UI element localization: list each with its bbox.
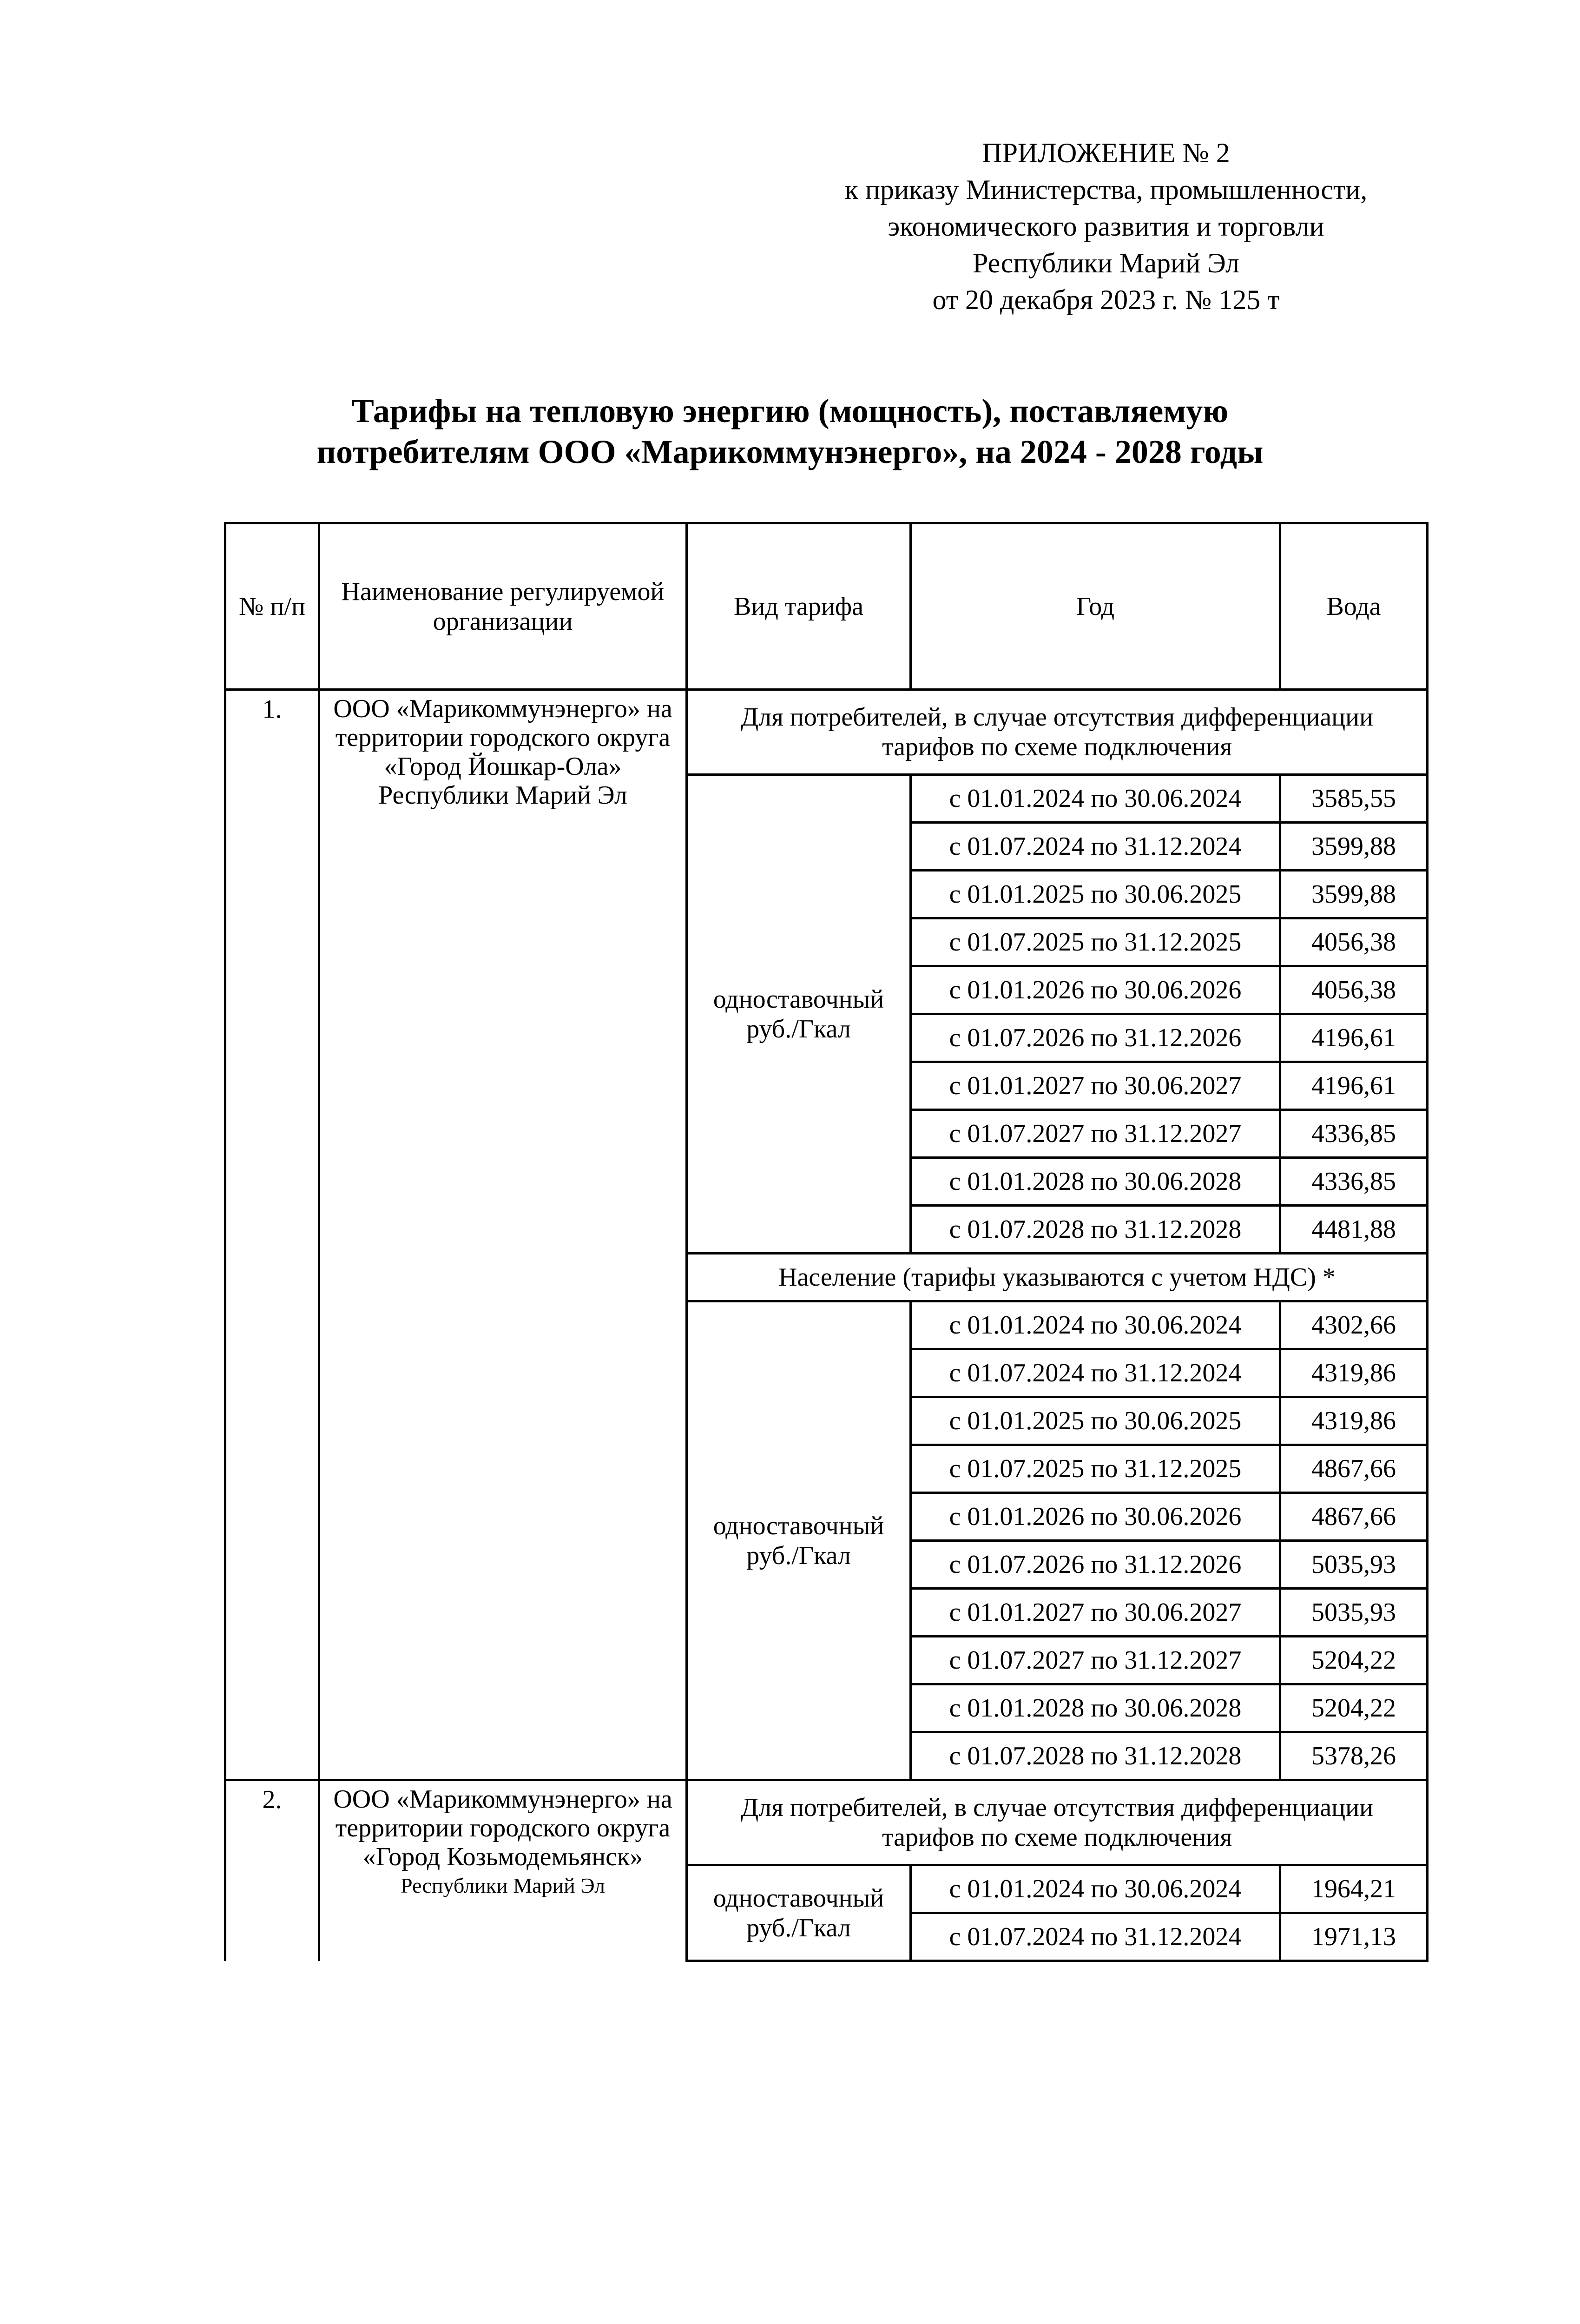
org-name bbox=[319, 1780, 687, 1961]
appendix-ministry-line: экономического развития и торговли bbox=[888, 211, 1324, 242]
period-cell: с 01.07.2028 по 31.12.2028 bbox=[911, 1732, 1280, 1780]
period-cell: с 01.01.2025 по 30.06.2025 bbox=[911, 871, 1280, 918]
water-value-cell: 4336,85 bbox=[1280, 1110, 1428, 1158]
water-value-cell: 5204,22 bbox=[1280, 1684, 1428, 1732]
title-line-1: Тарифы на тепловую энергию (мощность), поставляемую bbox=[351, 392, 1229, 429]
tariff-type: одноставочный руб./Гкал bbox=[687, 1865, 911, 1961]
water-value-cell: 5035,93 bbox=[1280, 1541, 1428, 1589]
org-name-text: ООО «Марикоммунэнерго» на территории городского округа «Город Козьмодемьянск» bbox=[333, 1785, 672, 1871]
org-number: 2. bbox=[225, 1780, 319, 1961]
water-value-cell: 4481,88 bbox=[1280, 1206, 1428, 1254]
water-value-cell: 4056,38 bbox=[1280, 918, 1428, 966]
period-cell: с 01.01.2024 по 30.06.2024 bbox=[911, 1301, 1280, 1349]
water-value-cell: 5204,22 bbox=[1280, 1637, 1428, 1684]
period-cell: с 01.01.2027 по 30.06.2027 bbox=[911, 1062, 1280, 1110]
period-cell: с 01.07.2028 по 31.12.2028 bbox=[911, 1206, 1280, 1254]
water-value-cell: 4319,86 bbox=[1280, 1397, 1428, 1445]
appendix-order-line: к приказу Министерства, промышленности, bbox=[844, 174, 1368, 205]
appendix-header bbox=[790, 135, 1422, 318]
water-value-cell: 3599,88 bbox=[1280, 871, 1428, 918]
water-value-cell: 3599,88 bbox=[1280, 823, 1428, 871]
period-cell: с 01.07.2025 по 31.12.2025 bbox=[911, 1445, 1280, 1493]
period-cell: с 01.07.2024 по 31.12.2024 bbox=[911, 1349, 1280, 1397]
water-value-cell: 4336,85 bbox=[1280, 1158, 1428, 1206]
table-header-row bbox=[225, 523, 1428, 690]
document-title bbox=[139, 390, 1441, 472]
water-value-cell: 1964,21 bbox=[1280, 1865, 1428, 1913]
period-cell: с 01.07.2026 по 31.12.2026 bbox=[911, 1014, 1280, 1062]
water-value-cell: 1971,13 bbox=[1280, 1913, 1428, 1961]
period-cell: с 01.01.2025 по 30.06.2025 bbox=[911, 1397, 1280, 1445]
appendix-republic-line: Республики Марий Эл bbox=[973, 248, 1239, 278]
header-tariff-type: Вид тарифа bbox=[687, 523, 911, 690]
water-value-cell: 4319,86 bbox=[1280, 1349, 1428, 1397]
period-cell: с 01.07.2026 по 31.12.2026 bbox=[911, 1541, 1280, 1589]
period-cell: с 01.01.2028 по 30.06.2028 bbox=[911, 1158, 1280, 1206]
water-value-cell: 4056,38 bbox=[1280, 966, 1428, 1014]
water-value-cell: 4302,66 bbox=[1280, 1301, 1428, 1349]
water-value-cell: 3585,55 bbox=[1280, 775, 1428, 823]
table-body bbox=[225, 690, 1428, 1961]
header-num: № п/п bbox=[225, 523, 319, 690]
group-header-row bbox=[225, 690, 1428, 775]
period-cell: с 01.07.2025 по 31.12.2025 bbox=[911, 918, 1280, 966]
water-value-cell: 5035,93 bbox=[1280, 1589, 1428, 1637]
group-label: Для потребителей, в случае отсутствия дифференциации тарифов по схеме подключения bbox=[687, 690, 1428, 775]
period-cell: с 01.01.2026 по 30.06.2026 bbox=[911, 966, 1280, 1014]
header-year: Год bbox=[911, 523, 1280, 690]
period-cell: с 01.07.2024 по 31.12.2024 bbox=[911, 1913, 1280, 1961]
appendix-number: ПРИЛОЖЕНИЕ № 2 bbox=[982, 138, 1230, 168]
org-number: 1. bbox=[225, 690, 319, 1780]
header-org: Наименование регулируемой организации bbox=[319, 523, 687, 690]
water-value-cell: 4867,66 bbox=[1280, 1493, 1428, 1541]
water-value-cell: 5378,26 bbox=[1280, 1732, 1428, 1780]
org-name-region: Республики Марий Эл bbox=[400, 1874, 606, 1897]
tariff-type: одноставочный руб./Гкал bbox=[687, 775, 911, 1254]
appendix-date-line: от 20 декабря 2023 г. № 125 т bbox=[932, 284, 1280, 315]
period-cell: с 01.01.2024 по 30.06.2024 bbox=[911, 775, 1280, 823]
water-value-cell: 4196,61 bbox=[1280, 1062, 1428, 1110]
tariff-type: одноставочный руб./Гкал bbox=[687, 1301, 911, 1780]
org-name-text: ООО «Марикоммунэнерго» на территории городского округа «Город Йошкар-Ола» Республики Марий Эл bbox=[333, 694, 672, 810]
group-label: Население (тарифы указываются с учетом НДС) * bbox=[687, 1254, 1428, 1301]
water-value-cell: 4196,61 bbox=[1280, 1014, 1428, 1062]
period-cell: с 01.07.2027 по 31.12.2027 bbox=[911, 1110, 1280, 1158]
org-name bbox=[319, 690, 687, 1780]
tariff-table bbox=[224, 522, 1429, 1962]
water-value-cell: 4867,66 bbox=[1280, 1445, 1428, 1493]
period-cell: с 01.01.2028 по 30.06.2028 bbox=[911, 1684, 1280, 1732]
group-header-row bbox=[225, 1780, 1428, 1865]
header-water: Вода bbox=[1280, 523, 1428, 690]
period-cell: с 01.07.2024 по 31.12.2024 bbox=[911, 823, 1280, 871]
period-cell: с 01.01.2027 по 30.06.2027 bbox=[911, 1589, 1280, 1637]
period-cell: с 01.01.2024 по 30.06.2024 bbox=[911, 1865, 1280, 1913]
group-label: Для потребителей, в случае отсутствия дифференциации тарифов по схеме подключения bbox=[687, 1780, 1428, 1865]
title-line-2: потребителям ООО «Марикоммунэнерго», на 2024 - 2028 годы bbox=[316, 433, 1264, 470]
period-cell: с 01.01.2026 по 30.06.2026 bbox=[911, 1493, 1280, 1541]
period-cell: с 01.07.2027 по 31.12.2027 bbox=[911, 1637, 1280, 1684]
